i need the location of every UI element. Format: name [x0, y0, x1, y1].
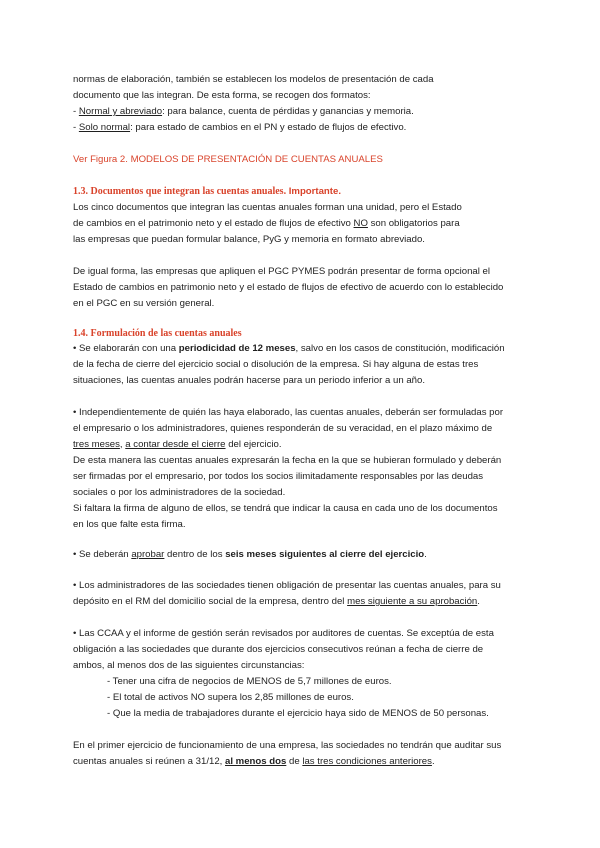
format-normal-abreviado: Normal y abreviado [78, 106, 163, 117]
format-solo-normal: Solo normal [78, 122, 131, 133]
b3-line [73, 547, 540, 563]
intro-line-2: documento que las integran. De esta forma, se recogen dos formatos: [73, 90, 371, 101]
figure-reference: Ver Figura 2. MODELOS DE PRESENTACIÓN DE CUENTAS ANUALES [73, 154, 383, 165]
format-item-1: - Normal y abreviado: para balance, cuenta de pérdidas y ganancias y memoria. [73, 106, 414, 117]
format-item-2: - Solo normal: para estado de cambios en el PN y estado de flujos de efectivo. [73, 122, 407, 133]
b3-seis-meses: seis meses siguientes al cierre del ejercicio [225, 549, 425, 560]
format-item-1-text: : para balance, cuenta de pérdidas y ganancias y memoria. [162, 106, 414, 117]
b2-line-3 [73, 437, 540, 453]
section-1-3-title: 1.3. Documentos que integran las cuentas anuales. [73, 186, 287, 197]
b4-b: . [477, 596, 480, 607]
b2-line-1: • Independientemente de quién las haya elaborado, las cuentas anuales, deberán ser formuladas por [73, 407, 504, 418]
b4-mes-siguiente: mes siguiente a su aprobación [347, 596, 478, 607]
b2-line-8: en los que falte esta firma. [73, 519, 186, 530]
b2-line-2: el empresario o los administradores, quienes responderán de su veracidad, en el plazo máximo de [73, 423, 493, 434]
s13-no-emphasis: NO [353, 218, 368, 229]
s13-line-2 [73, 216, 540, 232]
s13-line-3: las empresas que puedan formular balance, PyG y memoria en formato abreviado. [73, 234, 425, 245]
b3-aprobar: aprobar [131, 549, 165, 560]
f2-tres-condiciones: las tres condiciones anteriores [302, 756, 432, 767]
b2-line-5: ser firmadas por el empresario, por todos los socios ilimitadamente responsables por las deudas [73, 471, 484, 482]
b2-line-6: sociales o por los administradores de la sociedad. [73, 487, 286, 498]
b4-line-1: • Los administradores de las sociedades tienen obligación de presentar las cuentas anuales, para su [73, 580, 501, 591]
s13-p2-line-3: en el PGC en su versión general. [73, 298, 215, 309]
b1-line-3: situaciones, las cuentas anuales podrán hacerse para un periodo inferior a un año. [73, 375, 426, 386]
condition-3: - Que la media de trabajadores durante el ejercicio haya sido de MENOS de 50 personas. [107, 708, 489, 719]
f2-a: cuentas anuales si reúnen a 31/12, [73, 756, 226, 767]
b3-d: . [424, 549, 427, 560]
condition-1: - Tener una cifra de negocios de MENOS de 5,7 millones de euros. [107, 676, 392, 687]
b1-periodicidad: periodicidad de 12 meses [178, 343, 296, 354]
b4-a: depósito en el RM del domicilio social de la empresa, dentro del [73, 596, 348, 607]
b2-sep: , [119, 439, 126, 450]
s13-line-2b: son obligatorios para [367, 218, 460, 229]
b1-a: • Se elaborarán con una [73, 343, 179, 354]
b2-line-7: Si faltara la firma de alguno de ellos, se tendrá que indicar la causa en cada uno de los documentos [73, 503, 498, 514]
b3-b: dentro de los [164, 549, 226, 560]
important-tag: Importante. [288, 186, 341, 197]
b2-line-4: De esta manera las cuentas anuales expresarán la fecha en la que se hubieran formulado y deberán [73, 455, 502, 466]
f2-d: . [431, 756, 435, 767]
condition-2: - El total de activos NO supera los 2,85 millones de euros. [107, 692, 354, 703]
final-line-2 [73, 754, 540, 770]
f2-b: de [286, 756, 303, 767]
section-1-4-title: 1.4. Formulación de las cuentas anuales [73, 328, 242, 339]
f2-al-menos-dos: al menos dos [225, 756, 287, 767]
format-item-2-text: : para estado de cambios en el PN y estado de flujos de efectivo. [130, 122, 407, 133]
s13-p2-line-1: De igual forma, las empresas que apliquen el PGC PYMES podrán presentar de forma opcional el [73, 266, 491, 277]
final-line-1: En el primer ejercicio de funcionamiento de una empresa, las sociedades no tendrán que auditar sus [73, 740, 502, 751]
b1-c: , salvo en los casos de constitución, modificación [295, 343, 505, 354]
b2-line-3-rest: del ejercicio. [225, 439, 282, 450]
s13-p2-line-2: Estado de cambios en patrimonio neto y el estado de flujos de efectivo de acuerdo con lo establecido [73, 282, 504, 293]
b5-line-3: ambos, al menos dos de las siguientes circunstancias: [73, 660, 305, 671]
b3-a: • Se deberán [73, 549, 132, 560]
b5-line-2: obligación a las sociedades que durante dos ejercicios consecutivos reúnan a fecha de cierre de [73, 644, 484, 655]
b2-a-contar: a contar desde el cierre [125, 439, 226, 450]
section-1-3-heading [73, 184, 540, 200]
b5-line-1: • Las CCAA y el informe de gestión serán revisados por auditores de cuentas. Se exceptúa de esta [73, 628, 494, 639]
b1-line-1 [73, 341, 540, 357]
b4-line-2 [73, 594, 540, 610]
intro-line-1: normas de elaboración, también se establecen los modelos de presentación de cada [73, 74, 434, 85]
s13-line-1: Los cinco documentos que integran las cuentas anuales forman una unidad, pero el Estado [73, 202, 462, 213]
b1-line-2: de la fecha de cierre del ejercicio social o disolución de la empresa. Si hay alguna de estas tres [73, 359, 479, 370]
b2-tres-meses: tres meses [73, 439, 120, 450]
s13-line-2a: de cambios en el patrimonio neto y el estado de flujos de efectivo [73, 218, 354, 229]
